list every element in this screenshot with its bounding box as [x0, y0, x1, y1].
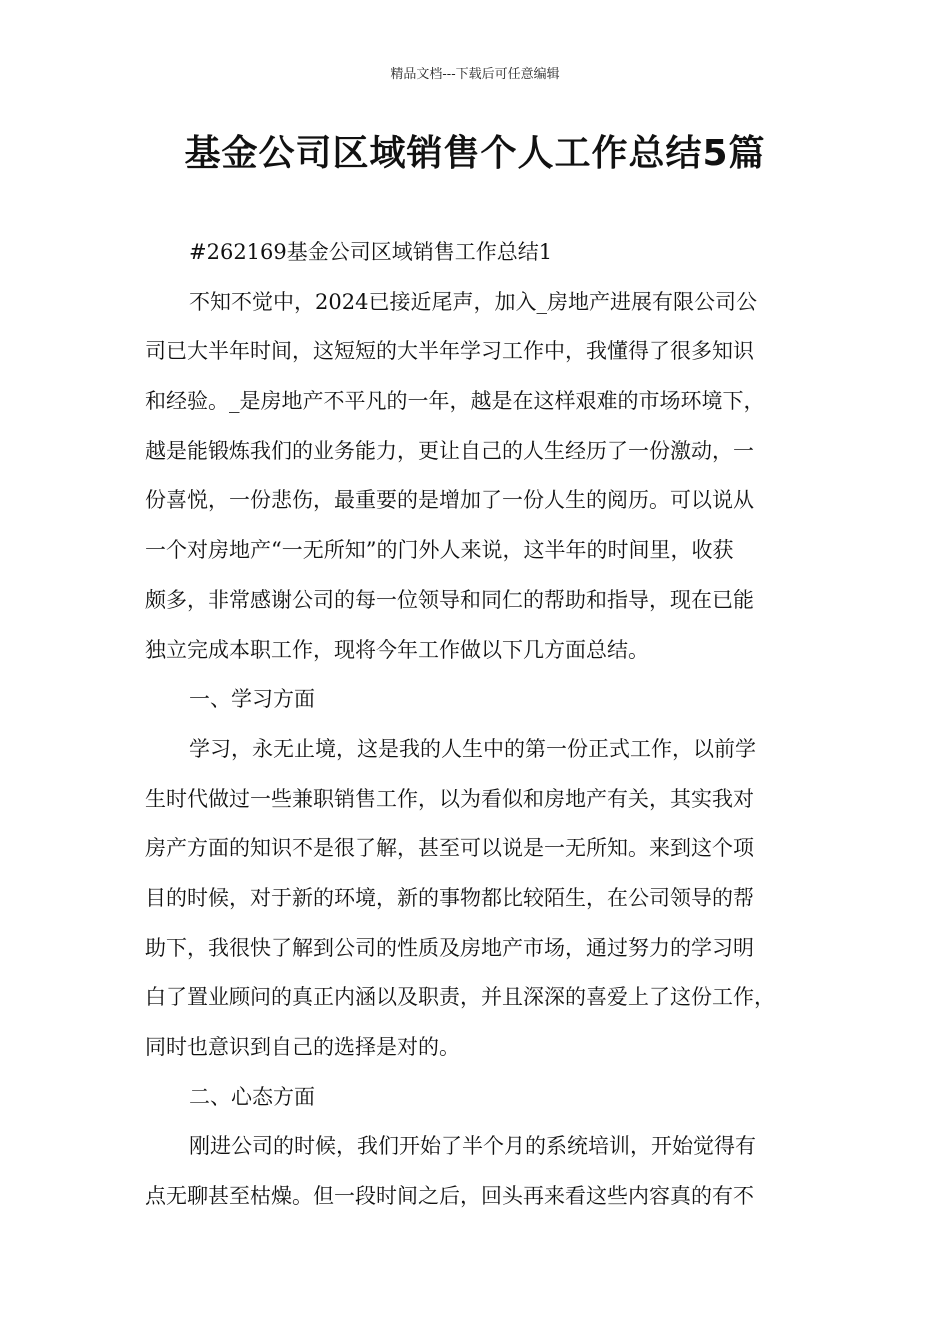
- header-note: 精品文档---下载后可任意编辑: [390, 67, 560, 82]
- paragraph-line: 同时也意识到自己的选择是对的。: [145, 1035, 460, 1059]
- paragraph-line: 二、心态方面: [189, 1084, 315, 1109]
- document-body: [145, 228, 817, 1222]
- paragraph-intro: [145, 278, 817, 676]
- paragraph-line: #262169基金公司区域销售工作总结1: [189, 240, 553, 264]
- paragraph-line: 刚进公司的时候，我们开始了半个月的系统培训，开始觉得有: [189, 1134, 756, 1159]
- paragraph-line: 不知不觉中，2024已接近尾声，加入_房地产进展有限公司公: [189, 289, 757, 314]
- paragraph-line: 份喜悦，一份悲伤，最重要的是增加了一份人生的阅历。可以说从: [145, 488, 754, 513]
- paragraph-line: 越是能锻炼我们的业务能力，更让自己的人生经历了一份激动，一: [145, 438, 754, 463]
- paragraph-line: 颇多，非常感谢公司的每一位领导和同仁的帮助和指导，现在已能: [145, 587, 754, 612]
- document-title: 基金公司区域销售个人工作总结5篇: [184, 133, 766, 174]
- paragraph-line: 生时代做过一些兼职销售工作，以为看似和房地产有关，其实我对: [145, 786, 754, 811]
- paragraph-study: [145, 725, 817, 1073]
- paragraph-line: 学习，永无止境，这是我的人生中的第一份正式工作，以前学: [189, 736, 756, 761]
- paragraph-line: 一个对房地产“一无所知”的门外人来说，这半年的时间里，收获: [145, 538, 734, 563]
- paragraph-line: 独立完成本职工作，现将今年工作做以下几方面总结。: [145, 637, 649, 662]
- paragraph-line: 一、学习方面: [189, 687, 315, 712]
- paragraph-line: 助下，我很快了解到公司的性质及房地产市场，通过努力的学习明: [145, 935, 754, 960]
- section-heading-study: [145, 675, 817, 725]
- section-heading-mindset: [145, 1073, 817, 1123]
- paragraph-line: 房产方面的知识不是很了解，甚至可以说是一无所知。来到这个项: [145, 836, 754, 861]
- paragraph-line: 点无聊甚至枯燥。但一段时间之后，回头再来看这些内容真的有不: [145, 1184, 754, 1209]
- paragraph-line: 白了置业顾问的真正内涵以及职责，并且深深的喜爱上了这份工作，: [145, 985, 775, 1010]
- section-subtitle: [145, 228, 817, 278]
- paragraph-mindset: [145, 1122, 817, 1221]
- paragraph-line: 目的时候，对于新的环境，新的事物都比较陌生，在公司领导的帮: [145, 885, 754, 910]
- paragraph-line: 和经验。_是房地产不平凡的一年，越是在这样艰难的市场环境下，: [145, 389, 765, 414]
- paragraph-line: 司已大半年时间，这短短的大半年学习工作中，我懂得了很多知识: [145, 339, 754, 364]
